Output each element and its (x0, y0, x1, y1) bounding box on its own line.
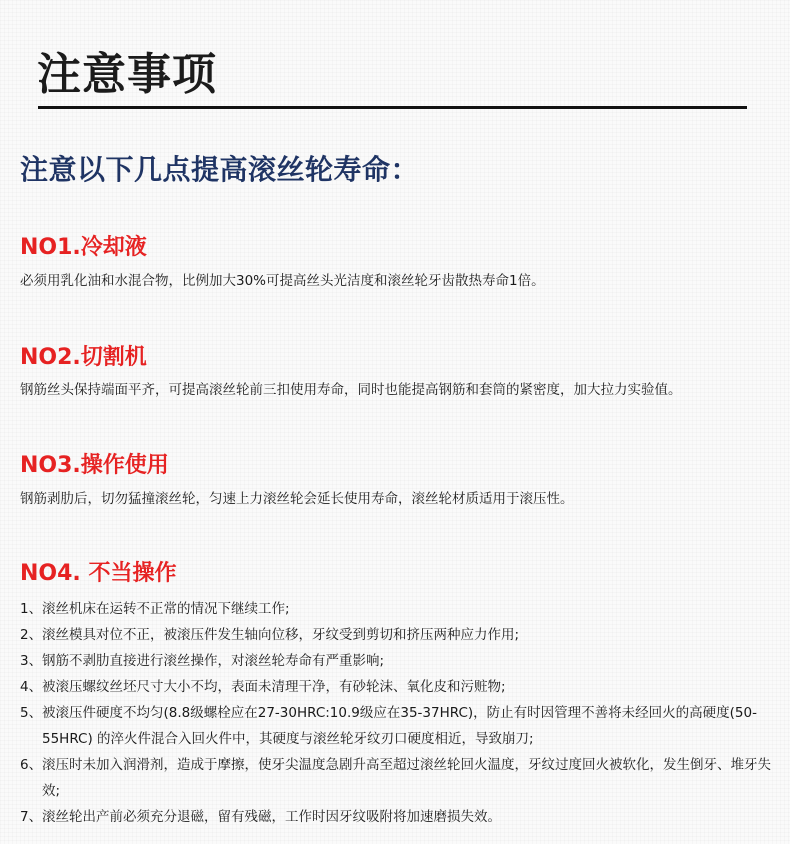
list-item-number: 7、 (20, 809, 43, 825)
page-title: 注意事项 (37, 49, 217, 100)
list-item (20, 674, 780, 700)
section-heading-operation: NO3.操作使用 (20, 453, 169, 478)
list-item-text: 滚丝轮出产前必须充分退磁，留有残磁，工作时因牙纹吸附将加速磨损失效。 (42, 809, 501, 825)
list-item-text: 被滚压螺纹丝坯尺寸大小不均，表面未清理干净，有砂轮沫、氧化皮和污赃物; (42, 679, 506, 695)
list-item (20, 622, 780, 648)
section-heading-cutter: NO2.切割机 (20, 345, 147, 370)
list-item-number: 5、 (20, 705, 43, 721)
subtitle: 注意以下几点提高滚丝轮寿命： (20, 153, 420, 186)
list-item-text: 滚丝机床在运转不正常的情况下继续工作; (42, 601, 290, 617)
section-body-operation: 钢筋剥肋后，切勿猛撞滚丝轮，匀速上力滚丝轮会延长使用寿命，滚丝轮材质适用于滚压性。 (20, 491, 574, 507)
list-item (20, 804, 780, 830)
title-divider (38, 106, 747, 109)
list-item-number: 6、 (20, 757, 43, 773)
section-body-coolant: 必须用乳化油和水混合物，比例加大30%可提高丝头光洁度和滚丝轮牙齿散热寿命1倍。 (20, 273, 545, 289)
list-item (20, 752, 780, 804)
list-item-text: 钢筋不剥肋直接进行滚丝操作，对滚丝轮寿命有严重影响; (42, 653, 385, 669)
section-body-cutter: 钢筋丝头保持端面平齐，可提高滚丝轮前三扣使用寿命，同时也能提高钢筋和套筒的紧密度，加大拉力实验值。 (20, 382, 682, 398)
section-heading-improper-operation: NO4. 不当操作 (20, 561, 177, 586)
list-item-text: 滚丝模具对位不正，被滚压件发生轴向位移，牙纹受到剪切和挤压两种应力作用; (42, 627, 520, 643)
list-item-number: 4、 (20, 679, 43, 695)
list-item (20, 648, 780, 674)
section-heading-coolant: NO1.冷却液 (20, 235, 147, 260)
improper-operation-list (20, 596, 780, 830)
list-item-text: 被滚压件硬度不均匀(8.8级螺栓应在27-30HRC:10.9级应在35-37HRC)，防止有时因管理不善将未经回火的高硬度(50-55HRC) 的淬火件混合入回火件中，其硬度与滚丝轮牙纹刃口硬度相近，导致崩刀; (42, 705, 757, 747)
list-item-number: 3、 (20, 653, 43, 669)
list-item (20, 596, 780, 622)
list-item-number: 2、 (20, 627, 43, 643)
list-item-number: 1、 (20, 601, 43, 617)
list-item (20, 700, 780, 752)
list-item-text: 滚压时未加入润滑剂，造成于摩擦，使牙尖温度急剧升高至超过滚丝轮回火温度，牙纹过度回火被软化，发生倒牙、堆牙失效; (42, 757, 771, 799)
